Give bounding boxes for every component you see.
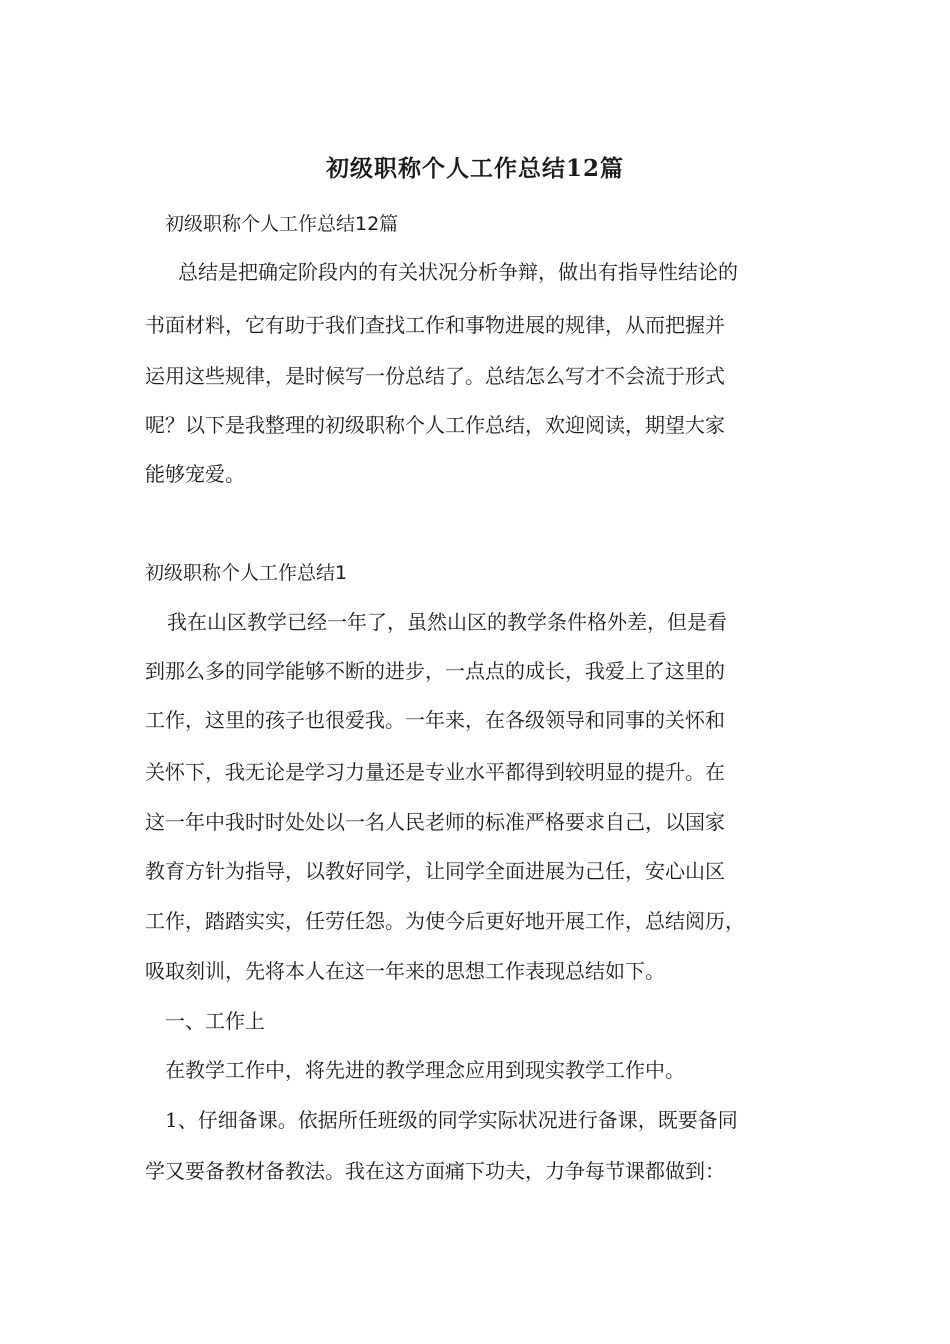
body-line: 到那么多的同学能够不断的进步，一点点的成长，我爱上了这里的 [145,659,725,683]
item-line: 学又要备教材备教法。我在这方面痛下功夫，力争每节课都做到： [145,1159,725,1183]
body-line: 这一年中我时时处处以一名人民老师的标准严格要求自己，以国家 [145,810,725,834]
item-line: 1、仔细备课。依据所任班级的同学实际状况进行备课，既要备同 [165,1108,738,1132]
body-line: 工作，踏踏实实，任劳任怨。为使今后更好地开展工作，总结阅历， [145,909,745,933]
section-heading: 初级职称个人工作总结1 [145,562,348,584]
intro-line: 呢？以下是我整理的初级职称个人工作总结，欢迎阅读，期望大家 [145,413,725,437]
intro-line: 总结是把确定阶段内的有关状况分析争辩，做出有指导性结论的 [178,260,738,284]
body-line: 关怀下，我无论是学习力量还是专业水平都得到较明显的提升。在 [145,760,725,784]
part-intro: 在教学工作中，将先进的教学理念应用到现实教学工作中。 [165,1058,685,1082]
intro-line: 运用这些规律，是时候写一份总结了。总结怎么写才不会流于形式 [145,364,725,388]
intro-line: 书面材料，它有助于我们查找工作和事物进展的规律，从而把握并 [145,313,725,337]
intro-line: 能够宠爱。 [145,462,245,486]
body-line: 我在山区教学已经一年了，虽然山区的教学条件格外差，但是看 [167,610,727,634]
part-heading: 一、工作上 [165,1009,265,1033]
document-title: 初级职称个人工作总结12篇 [325,155,624,182]
document-subtitle: 初级职称个人工作总结12篇 [165,213,399,235]
body-line: 吸取刻训，先将本人在这一年来的思想工作表现总结如下。 [145,959,665,983]
body-line: 工作，这里的孩子也很爱我。一年来，在各级领导和同事的关怀和 [145,708,725,732]
body-line: 教育方针为指导，以教好同学，让同学全面进展为己任，安心山区 [145,859,725,883]
